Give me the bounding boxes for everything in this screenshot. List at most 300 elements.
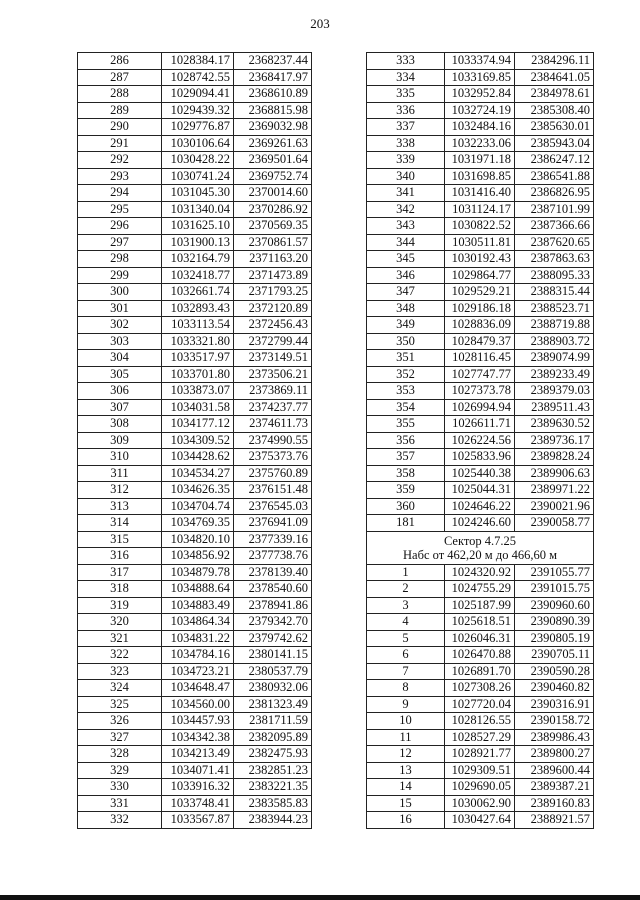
x-coordinate-cell: 1028479.37: [445, 333, 515, 350]
table-row: [367, 432, 594, 449]
point-number-cell: 359: [367, 482, 445, 499]
table-row: [367, 498, 594, 515]
y-coordinate-cell: 2389906.63: [515, 465, 594, 482]
table-row: [367, 399, 594, 416]
point-number-cell: 331: [78, 795, 162, 812]
point-number-cell: 322: [78, 647, 162, 664]
x-coordinate-cell: 1033169.85: [445, 69, 515, 86]
y-coordinate-cell: 2374990.55: [234, 432, 312, 449]
y-coordinate-cell: 2369501.64: [234, 152, 312, 169]
table-row: [78, 762, 312, 779]
x-coordinate-cell: 1029309.51: [445, 762, 515, 779]
x-coordinate-cell: 1034883.49: [162, 597, 234, 614]
x-coordinate-cell: 1029529.21: [445, 284, 515, 301]
point-number-cell: 343: [367, 218, 445, 235]
y-coordinate-cell: 2369752.74: [234, 168, 312, 185]
table-row: [78, 284, 312, 301]
x-coordinate-cell: 1030427.64: [445, 812, 515, 829]
table-row: [367, 333, 594, 350]
table-row: [78, 102, 312, 119]
y-coordinate-cell: 2389387.21: [515, 779, 594, 796]
table-row: [367, 482, 594, 499]
x-coordinate-cell: 1029776.87: [162, 119, 234, 136]
y-coordinate-cell: 2386247.12: [515, 152, 594, 169]
point-number-cell: 292: [78, 152, 162, 169]
y-coordinate-cell: 2386541.88: [515, 168, 594, 185]
table-row: [367, 449, 594, 466]
sector-title: Сектор 4.7.25: [443, 533, 517, 548]
table-row: [367, 284, 594, 301]
y-coordinate-cell: 2382475.93: [234, 746, 312, 763]
table-row: [367, 350, 594, 367]
point-number-cell: 341: [367, 185, 445, 202]
y-coordinate-cell: 2380537.79: [234, 663, 312, 680]
point-number-cell: 328: [78, 746, 162, 763]
table-row: [78, 69, 312, 86]
y-coordinate-cell: 2380932.06: [234, 680, 312, 697]
y-coordinate-cell: 2373869.11: [234, 383, 312, 400]
x-coordinate-cell: 1024755.29: [445, 581, 515, 598]
x-coordinate-cell: 1032164.79: [162, 251, 234, 268]
table-row: [367, 168, 594, 185]
x-coordinate-cell: 1029094.41: [162, 86, 234, 103]
table-row: [367, 696, 594, 713]
y-coordinate-cell: 2389511.43: [515, 399, 594, 416]
x-coordinate-cell: 1032952.84: [445, 86, 515, 103]
point-number-cell: 305: [78, 366, 162, 383]
table-row: [78, 251, 312, 268]
x-coordinate-cell: 1024246.60: [445, 515, 515, 532]
table-row: [367, 663, 594, 680]
table-row: [367, 647, 594, 664]
x-coordinate-cell: 1032233.06: [445, 135, 515, 152]
point-number-cell: 326: [78, 713, 162, 730]
point-number-cell: 346: [367, 267, 445, 284]
y-coordinate-cell: 2381323.49: [234, 696, 312, 713]
x-coordinate-cell: 1033321.80: [162, 333, 234, 350]
y-coordinate-cell: 2385630.01: [515, 119, 594, 136]
x-coordinate-cell: 1034177.12: [162, 416, 234, 433]
point-number-cell: 324: [78, 680, 162, 697]
x-coordinate-cell: 1034784.16: [162, 647, 234, 664]
table-row: [78, 729, 312, 746]
page-number: 203: [310, 16, 330, 31]
point-number-cell: 339: [367, 152, 445, 169]
point-number-cell: 338: [367, 135, 445, 152]
y-coordinate-cell: 2390590.28: [515, 663, 594, 680]
y-coordinate-cell: 2390960.60: [515, 597, 594, 614]
y-coordinate-cell: 2378540.60: [234, 581, 312, 598]
table-row: [78, 185, 312, 202]
x-coordinate-cell: 1034769.35: [162, 515, 234, 532]
table-row: [78, 548, 312, 565]
table-row: [367, 366, 594, 383]
x-coordinate-cell: 1034879.78: [162, 564, 234, 581]
y-coordinate-cell: 2387101.99: [515, 201, 594, 218]
x-coordinate-cell: 1030062.90: [445, 795, 515, 812]
y-coordinate-cell: 2390058.77: [515, 515, 594, 532]
x-coordinate-cell: 1031900.13: [162, 234, 234, 251]
table-row: [78, 416, 312, 433]
table-row: [78, 119, 312, 136]
x-coordinate-cell: 1024320.92: [445, 564, 515, 581]
coordinates-table-right: [366, 52, 594, 829]
y-coordinate-cell: 2389828.24: [515, 449, 594, 466]
table-row: [78, 333, 312, 350]
table-row: [78, 498, 312, 515]
table-row: [367, 234, 594, 251]
y-coordinate-cell: 2373149.51: [234, 350, 312, 367]
table-row: [367, 515, 594, 532]
table-row: [78, 152, 312, 169]
point-number-cell: 1: [367, 564, 445, 581]
point-number-cell: 303: [78, 333, 162, 350]
point-number-cell: 344: [367, 234, 445, 251]
point-number-cell: 357: [367, 449, 445, 466]
y-coordinate-cell: 2390158.72: [515, 713, 594, 730]
point-number-cell: 315: [78, 531, 162, 548]
y-coordinate-cell: 2373506.21: [234, 366, 312, 383]
table-row: [78, 647, 312, 664]
table-row: [78, 399, 312, 416]
table-row: [78, 201, 312, 218]
table-row: [367, 779, 594, 796]
table-row: [78, 531, 312, 548]
y-coordinate-cell: 2390890.39: [515, 614, 594, 631]
point-number-cell: 13: [367, 762, 445, 779]
table-row: [78, 812, 312, 829]
y-coordinate-cell: 2375760.89: [234, 465, 312, 482]
point-number-cell: 293: [78, 168, 162, 185]
x-coordinate-cell: 1030192.43: [445, 251, 515, 268]
point-number-cell: 289: [78, 102, 162, 119]
x-coordinate-cell: 1031416.40: [445, 185, 515, 202]
y-coordinate-cell: 2387620.65: [515, 234, 594, 251]
y-coordinate-cell: 2388095.33: [515, 267, 594, 284]
point-number-cell: 334: [367, 69, 445, 86]
x-coordinate-cell: 1034626.35: [162, 482, 234, 499]
table-row: [78, 597, 312, 614]
table-row: [78, 515, 312, 532]
y-coordinate-cell: 2371163.20: [234, 251, 312, 268]
table-row: [367, 69, 594, 86]
y-coordinate-cell: 2368417.97: [234, 69, 312, 86]
x-coordinate-cell: 1026470.88: [445, 647, 515, 664]
table-row: [78, 581, 312, 598]
x-coordinate-cell: 1025618.51: [445, 614, 515, 631]
point-number-cell: 330: [78, 779, 162, 796]
x-coordinate-cell: 1034309.52: [162, 432, 234, 449]
x-coordinate-cell: 1025187.99: [445, 597, 515, 614]
y-coordinate-cell: 2386826.95: [515, 185, 594, 202]
point-number-cell: 287: [78, 69, 162, 86]
x-coordinate-cell: 1028384.17: [162, 53, 234, 70]
point-number-cell: 308: [78, 416, 162, 433]
x-coordinate-cell: 1025044.31: [445, 482, 515, 499]
table-row: [78, 86, 312, 103]
sector-header-row: [367, 531, 594, 564]
x-coordinate-cell: 1026046.31: [445, 630, 515, 647]
y-coordinate-cell: 2388719.88: [515, 317, 594, 334]
y-coordinate-cell: 2369261.63: [234, 135, 312, 152]
point-number-cell: 295: [78, 201, 162, 218]
x-coordinate-cell: 1034342.38: [162, 729, 234, 746]
table-row: [367, 680, 594, 697]
y-coordinate-cell: 2389986.43: [515, 729, 594, 746]
x-coordinate-cell: 1031625.10: [162, 218, 234, 235]
y-coordinate-cell: 2368815.98: [234, 102, 312, 119]
point-number-cell: 317: [78, 564, 162, 581]
point-number-cell: 5: [367, 630, 445, 647]
coordinates-table-left: [77, 52, 312, 829]
y-coordinate-cell: 2376151.48: [234, 482, 312, 499]
x-coordinate-cell: 1028742.55: [162, 69, 234, 86]
y-coordinate-cell: 2390805.19: [515, 630, 594, 647]
point-number-cell: 15: [367, 795, 445, 812]
y-coordinate-cell: 2390705.11: [515, 647, 594, 664]
y-coordinate-cell: 2372120.89: [234, 300, 312, 317]
x-coordinate-cell: 1034648.47: [162, 680, 234, 697]
point-number-cell: 307: [78, 399, 162, 416]
x-coordinate-cell: 1033748.41: [162, 795, 234, 812]
y-coordinate-cell: 2388921.57: [515, 812, 594, 829]
y-coordinate-cell: 2368237.44: [234, 53, 312, 70]
x-coordinate-cell: 1034723.21: [162, 663, 234, 680]
point-number-cell: 9: [367, 696, 445, 713]
x-coordinate-cell: 1026994.94: [445, 399, 515, 416]
x-coordinate-cell: 1028126.55: [445, 713, 515, 730]
x-coordinate-cell: 1032893.43: [162, 300, 234, 317]
x-coordinate-cell: 1033916.32: [162, 779, 234, 796]
point-number-cell: 3: [367, 597, 445, 614]
x-coordinate-cell: 1024646.22: [445, 498, 515, 515]
y-coordinate-cell: 2389233.49: [515, 366, 594, 383]
table-row: [367, 416, 594, 433]
x-coordinate-cell: 1033567.87: [162, 812, 234, 829]
y-coordinate-cell: 2384978.61: [515, 86, 594, 103]
y-coordinate-cell: 2371793.25: [234, 284, 312, 301]
y-coordinate-cell: 2389971.22: [515, 482, 594, 499]
point-number-cell: 312: [78, 482, 162, 499]
point-number-cell: 318: [78, 581, 162, 598]
x-coordinate-cell: 1034856.92: [162, 548, 234, 565]
table-row: [78, 564, 312, 581]
y-coordinate-cell: 2389074.99: [515, 350, 594, 367]
point-number-cell: 327: [78, 729, 162, 746]
x-coordinate-cell: 1032484.16: [445, 119, 515, 136]
point-number-cell: 296: [78, 218, 162, 235]
table-row: [78, 746, 312, 763]
point-number-cell: 4: [367, 614, 445, 631]
y-coordinate-cell: 2383585.83: [234, 795, 312, 812]
point-number-cell: 336: [367, 102, 445, 119]
y-coordinate-cell: 2391015.75: [515, 581, 594, 598]
table-row: [78, 614, 312, 631]
y-coordinate-cell: 2387863.63: [515, 251, 594, 268]
point-number-cell: 333: [367, 53, 445, 70]
y-coordinate-cell: 2369032.98: [234, 119, 312, 136]
y-coordinate-cell: 2372456.43: [234, 317, 312, 334]
point-number-cell: 310: [78, 449, 162, 466]
table-row: [367, 812, 594, 829]
x-coordinate-cell: 1034071.41: [162, 762, 234, 779]
y-coordinate-cell: 2384641.05: [515, 69, 594, 86]
table-row: [367, 218, 594, 235]
table-row: [367, 630, 594, 647]
table-row: [78, 53, 312, 70]
x-coordinate-cell: 1027373.78: [445, 383, 515, 400]
x-coordinate-cell: 1033873.07: [162, 383, 234, 400]
table-row: [367, 86, 594, 103]
x-coordinate-cell: 1031340.04: [162, 201, 234, 218]
sector-subtitle: Набс от 462,20 м до 466,60 м: [403, 547, 557, 562]
point-number-cell: 309: [78, 432, 162, 449]
point-number-cell: 350: [367, 333, 445, 350]
x-coordinate-cell: 1027720.04: [445, 696, 515, 713]
x-coordinate-cell: 1034820.10: [162, 531, 234, 548]
y-coordinate-cell: 2382095.89: [234, 729, 312, 746]
x-coordinate-cell: 1028921.77: [445, 746, 515, 763]
x-coordinate-cell: 1032418.77: [162, 267, 234, 284]
x-coordinate-cell: 1031698.85: [445, 168, 515, 185]
y-coordinate-cell: 2391055.77: [515, 564, 594, 581]
point-number-cell: 304: [78, 350, 162, 367]
y-coordinate-cell: 2378941.86: [234, 597, 312, 614]
x-coordinate-cell: 1034831.22: [162, 630, 234, 647]
point-number-cell: 352: [367, 366, 445, 383]
sector-header: [367, 531, 594, 564]
y-coordinate-cell: 2384296.11: [515, 53, 594, 70]
table-row: [367, 102, 594, 119]
x-coordinate-cell: 1034428.62: [162, 449, 234, 466]
point-number-cell: 181: [367, 515, 445, 532]
point-number-cell: 7: [367, 663, 445, 680]
table-row: [367, 251, 594, 268]
y-coordinate-cell: 2385308.40: [515, 102, 594, 119]
x-coordinate-cell: 1034031.58: [162, 399, 234, 416]
point-number-cell: 319: [78, 597, 162, 614]
x-coordinate-cell: 1028527.29: [445, 729, 515, 746]
x-coordinate-cell: 1029439.32: [162, 102, 234, 119]
point-number-cell: 342: [367, 201, 445, 218]
x-coordinate-cell: 1030511.81: [445, 234, 515, 251]
x-coordinate-cell: 1031045.30: [162, 185, 234, 202]
point-number-cell: 10: [367, 713, 445, 730]
point-number-cell: 353: [367, 383, 445, 400]
point-number-cell: 358: [367, 465, 445, 482]
y-coordinate-cell: 2375373.76: [234, 449, 312, 466]
y-coordinate-cell: 2389630.52: [515, 416, 594, 433]
table-row: [367, 746, 594, 763]
x-coordinate-cell: 1033374.94: [445, 53, 515, 70]
point-number-cell: 356: [367, 432, 445, 449]
x-coordinate-cell: 1031124.17: [445, 201, 515, 218]
y-coordinate-cell: 2388903.72: [515, 333, 594, 350]
table-row: [367, 795, 594, 812]
x-coordinate-cell: 1026611.71: [445, 416, 515, 433]
y-coordinate-cell: 2370286.92: [234, 201, 312, 218]
y-coordinate-cell: 2389600.44: [515, 762, 594, 779]
table-row: [78, 482, 312, 499]
y-coordinate-cell: 2388523.71: [515, 300, 594, 317]
y-coordinate-cell: 2370861.57: [234, 234, 312, 251]
table-row: [78, 630, 312, 647]
y-coordinate-cell: 2390316.91: [515, 696, 594, 713]
y-coordinate-cell: 2389736.17: [515, 432, 594, 449]
table-row: [78, 234, 312, 251]
point-number-cell: 16: [367, 812, 445, 829]
y-coordinate-cell: 2383221.35: [234, 779, 312, 796]
x-coordinate-cell: 1025440.38: [445, 465, 515, 482]
table-row: [78, 350, 312, 367]
y-coordinate-cell: 2390460.82: [515, 680, 594, 697]
x-coordinate-cell: 1034213.49: [162, 746, 234, 763]
table-row: [367, 152, 594, 169]
bottom-border: [0, 895, 640, 900]
y-coordinate-cell: 2376941.09: [234, 515, 312, 532]
y-coordinate-cell: 2376545.03: [234, 498, 312, 515]
point-number-cell: 300: [78, 284, 162, 301]
point-number-cell: 286: [78, 53, 162, 70]
y-coordinate-cell: 2380141.15: [234, 647, 312, 664]
table-row: [78, 432, 312, 449]
point-number-cell: 2: [367, 581, 445, 598]
table-row: [78, 317, 312, 334]
x-coordinate-cell: 1029864.77: [445, 267, 515, 284]
point-number-cell: 8: [367, 680, 445, 697]
x-coordinate-cell: 1026224.56: [445, 432, 515, 449]
y-coordinate-cell: 2389160.83: [515, 795, 594, 812]
table-row: [78, 779, 312, 796]
y-coordinate-cell: 2379342.70: [234, 614, 312, 631]
point-number-cell: 351: [367, 350, 445, 367]
table-row: [78, 366, 312, 383]
y-coordinate-cell: 2385943.04: [515, 135, 594, 152]
point-number-cell: 313: [78, 498, 162, 515]
table-row: [367, 185, 594, 202]
point-number-cell: 314: [78, 515, 162, 532]
y-coordinate-cell: 2368610.89: [234, 86, 312, 103]
x-coordinate-cell: 1034704.74: [162, 498, 234, 515]
point-number-cell: 294: [78, 185, 162, 202]
point-number-cell: 288: [78, 86, 162, 103]
point-number-cell: 14: [367, 779, 445, 796]
table-row: [78, 680, 312, 697]
y-coordinate-cell: 2389379.03: [515, 383, 594, 400]
y-coordinate-cell: 2389800.27: [515, 746, 594, 763]
y-coordinate-cell: 2383944.23: [234, 812, 312, 829]
y-coordinate-cell: 2382851.23: [234, 762, 312, 779]
y-coordinate-cell: 2374611.73: [234, 416, 312, 433]
point-number-cell: 354: [367, 399, 445, 416]
table-row: [78, 168, 312, 185]
y-coordinate-cell: 2377738.76: [234, 548, 312, 565]
y-coordinate-cell: 2381711.59: [234, 713, 312, 730]
x-coordinate-cell: 1032661.74: [162, 284, 234, 301]
table-row: [367, 53, 594, 70]
point-number-cell: 360: [367, 498, 445, 515]
x-coordinate-cell: 1034888.64: [162, 581, 234, 598]
y-coordinate-cell: 2378139.40: [234, 564, 312, 581]
point-number-cell: 291: [78, 135, 162, 152]
point-number-cell: 332: [78, 812, 162, 829]
table-row: [367, 119, 594, 136]
point-number-cell: 6: [367, 647, 445, 664]
table-row: [367, 201, 594, 218]
table-row: [367, 729, 594, 746]
point-number-cell: 347: [367, 284, 445, 301]
table-row: [78, 449, 312, 466]
